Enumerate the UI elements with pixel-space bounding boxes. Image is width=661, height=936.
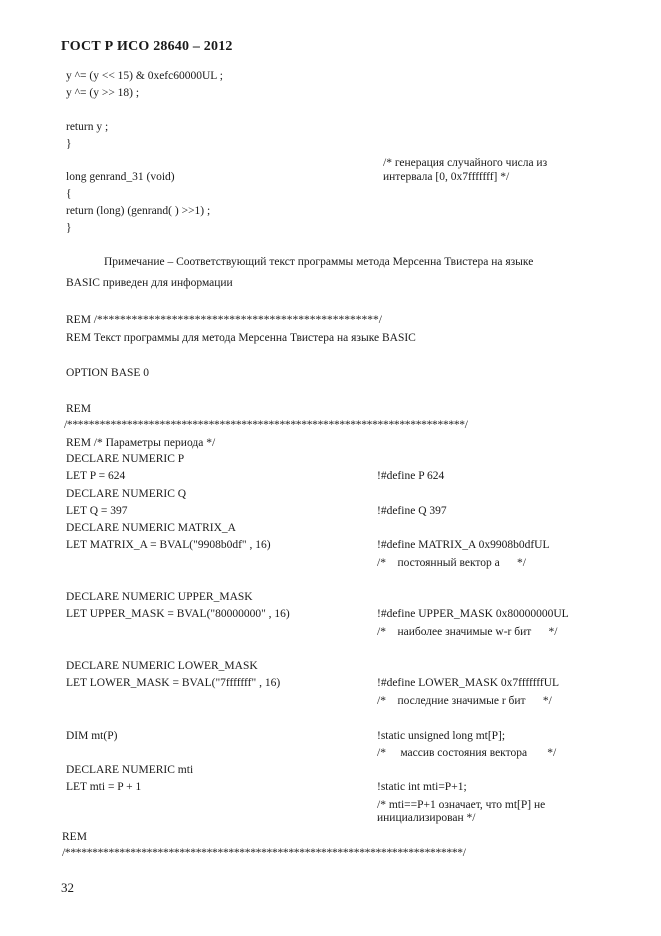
code-line: !#define MATRIX_A 0x9908b0dfUL	[377, 539, 550, 551]
code-line: !#define Q 397	[377, 505, 447, 517]
code-line: /*************************************************************************/	[64, 419, 468, 431]
code-line: LET UPPER_MASK = BVAL("80000000" , 16)	[66, 608, 290, 620]
code-line: OPTION BASE 0	[66, 367, 150, 379]
code-line: REM	[66, 403, 91, 415]
document-header: ГОСТ Р ИСО 28640 – 2012	[61, 39, 233, 54]
code-line: !static int mti=P+1;	[377, 781, 467, 793]
code-line: LET mti = P + 1	[66, 781, 142, 793]
code-line: DECLARE NUMERIC mti	[66, 764, 194, 776]
code-line: !static unsigned long mt[P];	[377, 730, 506, 742]
code-line: y ^= (y >> 18) ;	[66, 87, 140, 99]
code-comment: /* mti==P+1 означает, что mt[P] не	[377, 799, 546, 811]
code-line: REM Текст программы для метода Мерсенна Твистера на языке BASIC	[66, 332, 416, 344]
code-line: !#define P 624	[377, 470, 445, 482]
code-line: {	[66, 188, 72, 200]
code-line: long genrand_31 (void)	[66, 171, 175, 183]
code-line: REM	[62, 831, 87, 843]
code-line: DIM mt(P)	[66, 730, 118, 742]
code-line: }	[66, 222, 72, 234]
code-line: !#define UPPER_MASK 0x80000000UL	[377, 608, 569, 620]
code-line: }	[66, 138, 72, 150]
note-text: Примечание – Соответствующий текст программы метода Мерсенна Твистера на языке	[104, 256, 534, 268]
code-comment: интервала [0, 0x7fffffff] */	[383, 171, 510, 183]
code-line: REM /*************************************************/	[66, 314, 382, 326]
code-comment: /* генерация случайного числа из	[383, 157, 548, 169]
code-comment: /* постоянный вектор a */	[377, 557, 526, 569]
code-comment: /* наиболее значимые w-r бит */	[377, 626, 558, 638]
code-comment: инициализирован */	[377, 812, 476, 824]
code-line: LET LOWER_MASK = BVAL("7fffffff" , 16)	[66, 677, 281, 689]
code-line: DECLARE NUMERIC LOWER_MASK	[66, 660, 258, 672]
code-line: REM /* Параметры периода */	[66, 437, 216, 449]
note-text: BASIC приведен для информации	[66, 277, 233, 289]
code-line: DECLARE NUMERIC UPPER_MASK	[66, 591, 253, 603]
code-line: return (long) (genrand( ) >>1) ;	[66, 205, 211, 217]
code-line: DECLARE NUMERIC P	[66, 453, 185, 465]
code-line: return y ;	[66, 121, 109, 133]
code-line: /*************************************************************************/	[62, 847, 466, 859]
code-comment: /* массив состояния вектора */	[377, 747, 557, 759]
code-comment: /* последние значимые r бит */	[377, 695, 552, 707]
code-line: !#define LOWER_MASK 0x7fffffffUL	[377, 677, 560, 689]
page-number: 32	[61, 880, 74, 895]
code-line: LET Q = 397	[66, 505, 128, 517]
code-line: DECLARE NUMERIC MATRIX_A	[66, 522, 236, 534]
code-line: LET MATRIX_A = BVAL("9908b0df" , 16)	[66, 539, 271, 551]
code-line: y ^= (y << 15) & 0xefc60000UL ;	[66, 70, 223, 82]
code-line: DECLARE NUMERIC Q	[66, 488, 187, 500]
code-line: LET P = 624	[66, 470, 126, 482]
